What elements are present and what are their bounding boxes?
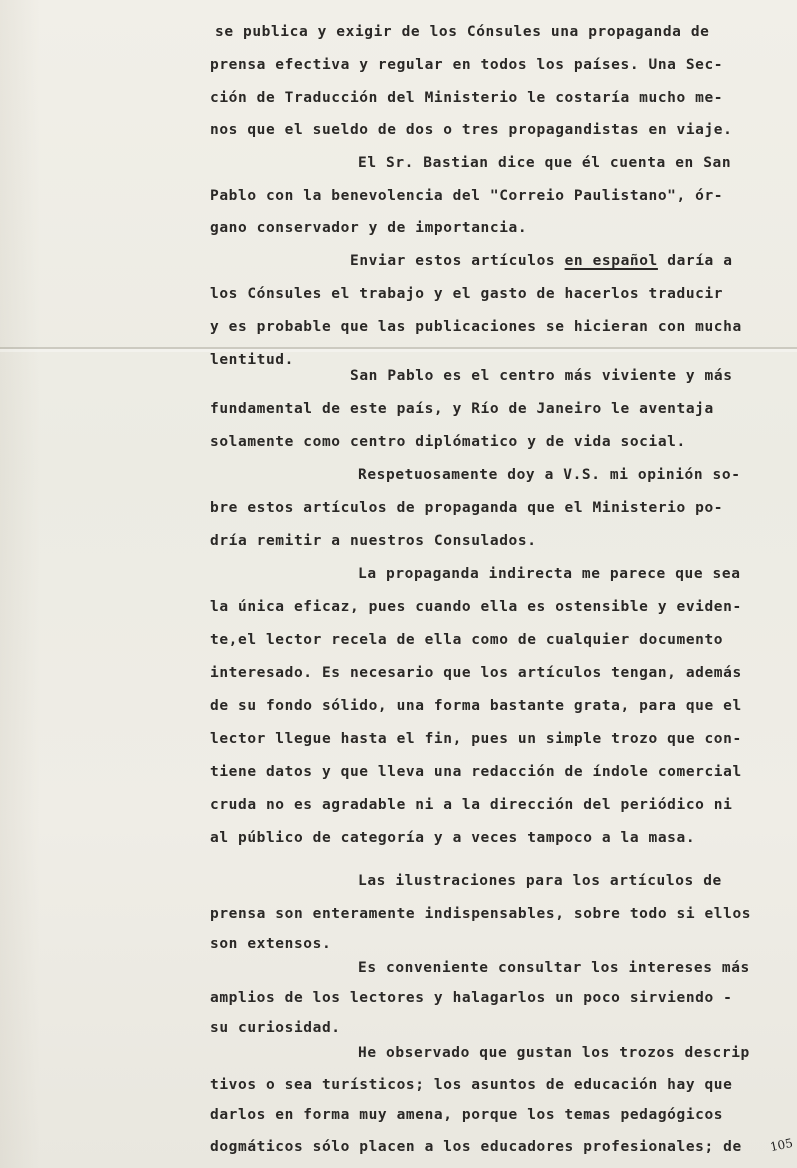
text-line: y es probable que las publicaciones se hicieran con mucha — [210, 319, 742, 335]
text-line: tiene datos y que lleva una redacción de índole comercial — [210, 764, 742, 780]
text-line: He observado que gustan los trozos descrip — [358, 1045, 750, 1061]
text-line: gano conservador y de importancia. — [210, 220, 528, 236]
text-line: dría remitir a nuestros Consulados. — [210, 533, 537, 549]
text-line: lector llegue hasta el fin, pues un simple trozo que con- — [210, 731, 742, 747]
text-line: lentitud. — [210, 352, 294, 368]
text-line: nos que el sueldo de dos o tres propagandistas en viaje. — [210, 122, 733, 138]
text-line: prensa son enteramente indispensables, sobre todo si ellos — [210, 906, 752, 922]
page-fold-highlight — [0, 349, 797, 352]
text-line: bre estos artículos de propaganda que el Ministerio po- — [210, 500, 724, 516]
text-line: de su fondo sólido, una forma bastante grata, para que el — [210, 698, 742, 714]
text-line: interesado. Es necesario que los artículos tengan, además — [210, 665, 742, 681]
text-line: La propaganda indirecta me parece que sea — [358, 566, 741, 582]
text-line: ción de Traducción del Ministerio le costaría mucho me- — [210, 90, 724, 106]
text-line: fundamental de este país, y Río de Janeiro le aventaja — [210, 401, 714, 417]
text-line: Las ilustraciones para los artículos de — [358, 873, 722, 889]
text-line: dogmáticos sólo placen a los educadores profesionales; de — [210, 1139, 742, 1155]
text-line: te,el lector recela de ella como de cualquier documento — [210, 632, 724, 648]
text-line: son extensos. — [210, 936, 332, 952]
text-line: se publica y exigir de los Cónsules una propaganda de — [215, 24, 710, 40]
text-line: prensa efectiva y regular en todos los países. Una Sec- — [210, 57, 724, 73]
folio-number: 105 — [768, 1135, 795, 1155]
text-line: la única eficaz, pues cuando ella es ostensible y eviden- — [210, 599, 742, 615]
text-line: Es conveniente consultar los intereses más — [358, 960, 750, 976]
text-line: su curiosidad. — [210, 1020, 341, 1036]
underlined-phrase: en español — [564, 253, 658, 269]
text-line — [350, 251, 733, 271]
text-line: amplios de los lectores y halagarlos un poco sirviendo - — [210, 990, 733, 1006]
text-line: Respetuosamente doy a V.S. mi opinión so- — [358, 467, 741, 483]
text-line: solamente como centro diplómatico y de vida social. — [210, 434, 686, 450]
text-line: Pablo con la benevolencia del "Correio Paulistano", ór- — [210, 188, 724, 204]
text-line: El Sr. Bastian dice que él cuenta en San — [358, 155, 732, 171]
text-line: tivos o sea turísticos; los asuntos de educación hay que — [210, 1077, 733, 1093]
text-segment: Enviar estos artículos — [350, 253, 565, 269]
text-line: cruda no es agradable ni a la dirección del periódico ni — [210, 797, 733, 813]
text-line: San Pablo es el centro más viviente y más — [350, 368, 733, 384]
text-line: los Cónsules el trabajo y el gasto de hacerlos traducir — [210, 286, 724, 302]
text-line: darlos en forma muy amena, porque los temas pedagógicos — [210, 1107, 724, 1123]
text-line: al público de categoría y a veces tampoco a la masa. — [210, 830, 696, 846]
text-segment: daría a — [657, 253, 733, 269]
